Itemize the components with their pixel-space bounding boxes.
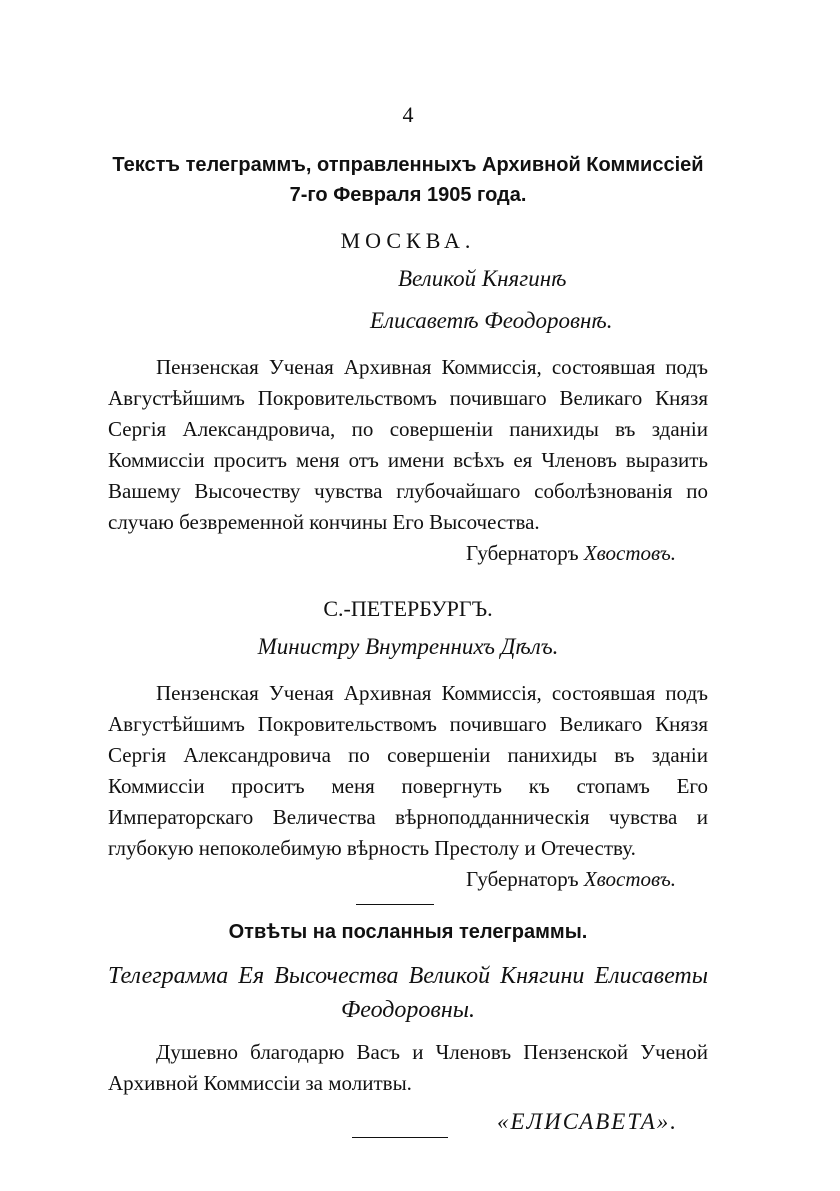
answers-title: Отвѣты на посланныя телеграммы. bbox=[228, 921, 588, 943]
telegram2-addressee: Министру Внутреннихъ Дѣлъ. bbox=[257, 634, 559, 659]
telegram2-city: С.-ПЕТЕРБУРГЪ. bbox=[323, 596, 493, 621]
page-number: 4 bbox=[402, 102, 414, 127]
answer-signature-row bbox=[108, 1109, 708, 1149]
telegram1-addressee-line-2: Елисаветѣ Феодоровнѣ. bbox=[370, 308, 613, 333]
divider-rule bbox=[356, 904, 434, 905]
heading-line-2: 7-го Февраля 1905 года. bbox=[289, 184, 527, 206]
answer-signature: «ЕЛИСАВЕТА». bbox=[497, 1109, 678, 1134]
telegram2-body: Пензенская Ученая Архивная Коммиссія, состоявшая подъ Августѣйшимъ Покровительствомъ почившаго Великаго Князя Сергія Александровича по совершеніи панихиды въ зданіи Коммиссіи проситъ меня повергнуть къ стопамъ Его Императорскаго Величества вѣрноподданническія чувства и глубокую непоколебимую вѣрность Престолу и Отечеству. bbox=[108, 681, 708, 860]
telegram1-signature bbox=[108, 538, 708, 568]
answer-telegram-title: Телеграмма Ея Высочества Великой Княгини Елисаветы Феодоровны. bbox=[108, 963, 708, 1023]
telegram1-signature-title: Губернаторъ bbox=[466, 541, 579, 565]
telegram1-body: Пензенская Ученая Архивная Коммиссія, состоявшая подъ Августѣйшимъ Покровительствомъ почившаго Великаго Князя Сергія Александровича, по совершеніи панихиды въ зданіи Коммиссіи проситъ меня отъ имени всѣхъ ея Членовъ выразить Вашему Высочеству чувства глубочайшаго соболѣзнованія по случаю безвременной кончины Его Высочества. bbox=[108, 355, 708, 534]
telegram2-signature bbox=[108, 864, 708, 894]
closing-rule bbox=[352, 1137, 448, 1138]
telegram1-city: МОСКВА. bbox=[340, 228, 476, 253]
answer-body: Душевно благодарю Васъ и Членовъ Пензенской Ученой Архивной Коммиссіи за молитвы. bbox=[108, 1040, 708, 1095]
heading-line-1: Текстъ телеграммъ, отправленныхъ Архивной Коммиссіей bbox=[112, 154, 704, 176]
telegram1-addressee-line-1: Великой Княгинѣ bbox=[398, 266, 567, 291]
document-page bbox=[108, 102, 708, 1149]
telegram1-signature-name: Хвостовъ. bbox=[583, 541, 676, 565]
telegram2-signature-name: Хвостовъ. bbox=[583, 867, 676, 891]
telegram2-signature-title: Губернаторъ bbox=[466, 867, 579, 891]
